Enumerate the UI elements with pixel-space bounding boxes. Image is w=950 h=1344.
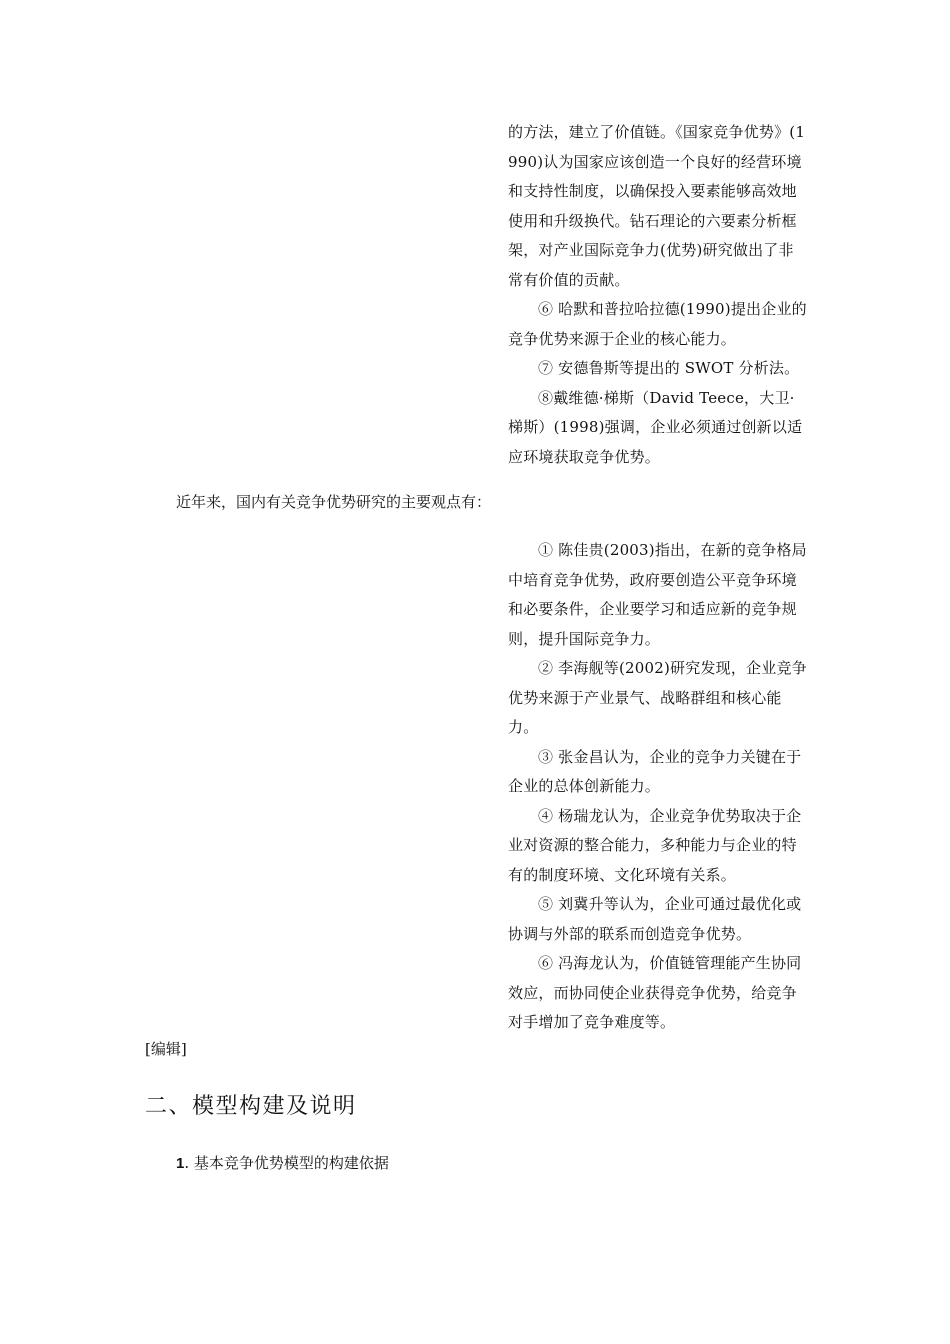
sub-heading-text: . 基本竞争优势模型的构建依据 — [184, 1154, 389, 1172]
paragraph-value-chain: 的方法，建立了价值链。《国家竞争优势》(1990)认为国家应该创造一个良好的经营环境和支持性制度，以确保投入要素能够高效地使用和升级换代。钻石理论的六要素分析框架，对产业国际竞争力(优势)研究做出了非常有价值的贡献。 — [508, 123, 806, 289]
paragraph-chen-jiagui: ① 陈佳贵(2003)指出，在新的竞争格局中培育竞争优势，政府要创造公平竞争环境和必要条件，企业要学习和适应新的竞争规则，提升国际竞争力。 — [508, 541, 807, 648]
paragraph-yang-ruilong: ④ 杨瑞龙认为，企业竞争优势取决于企业对资源的整合能力，多种能力与企业的特有的制度环境、文化环境有关系。 — [508, 806, 802, 884]
foreign-research-block — [508, 118, 808, 472]
paragraph-swot: ⑦ 安德鲁斯等提出的 SWOT 分析法。 — [538, 359, 800, 377]
paragraph-hamel-prahalad: ⑥ 哈默和普拉哈拉德(1990)提出企业的竞争优势来源于企业的核心能力。 — [508, 300, 807, 348]
domestic-research-block — [508, 536, 808, 1038]
sub-heading-number: 1 — [176, 1155, 185, 1172]
sub-heading — [176, 1150, 389, 1177]
paragraph-li-haijian: ② 李海舰等(2002)研究发现，企业竞争优势来源于产业景气、战略群组和核心能力。 — [508, 659, 807, 736]
paragraph-david-teece: ⑧戴维德·梯斯（David Teece，大卫·梯斯）(1998)强调，企业必须通过创新以适应环境获取竞争优势。 — [508, 388, 803, 466]
domestic-intro-line: 近年来，国内有关竞争优势研究的主要观点有： — [176, 493, 492, 511]
section-heading: 二、模型构建及说明 — [145, 1094, 357, 1119]
edit-link[interactable]: [编辑] — [145, 1040, 187, 1058]
paragraph-liu-jisheng: ⑤ 刘冀升等认为，企业可通过最优化或协调与外部的联系而创造竞争优势。 — [508, 895, 802, 943]
paragraph-zhang-jinchang: ③ 张金昌认为，企业的竞争力关键在于企业的总体创新能力。 — [508, 747, 802, 795]
paragraph-feng-hailong: ⑥ 冯海龙认为，价值链管理能产生协同效应，而协同使企业获得竞争优势，给竞争对手增加了竞争难度等。 — [508, 954, 802, 1031]
